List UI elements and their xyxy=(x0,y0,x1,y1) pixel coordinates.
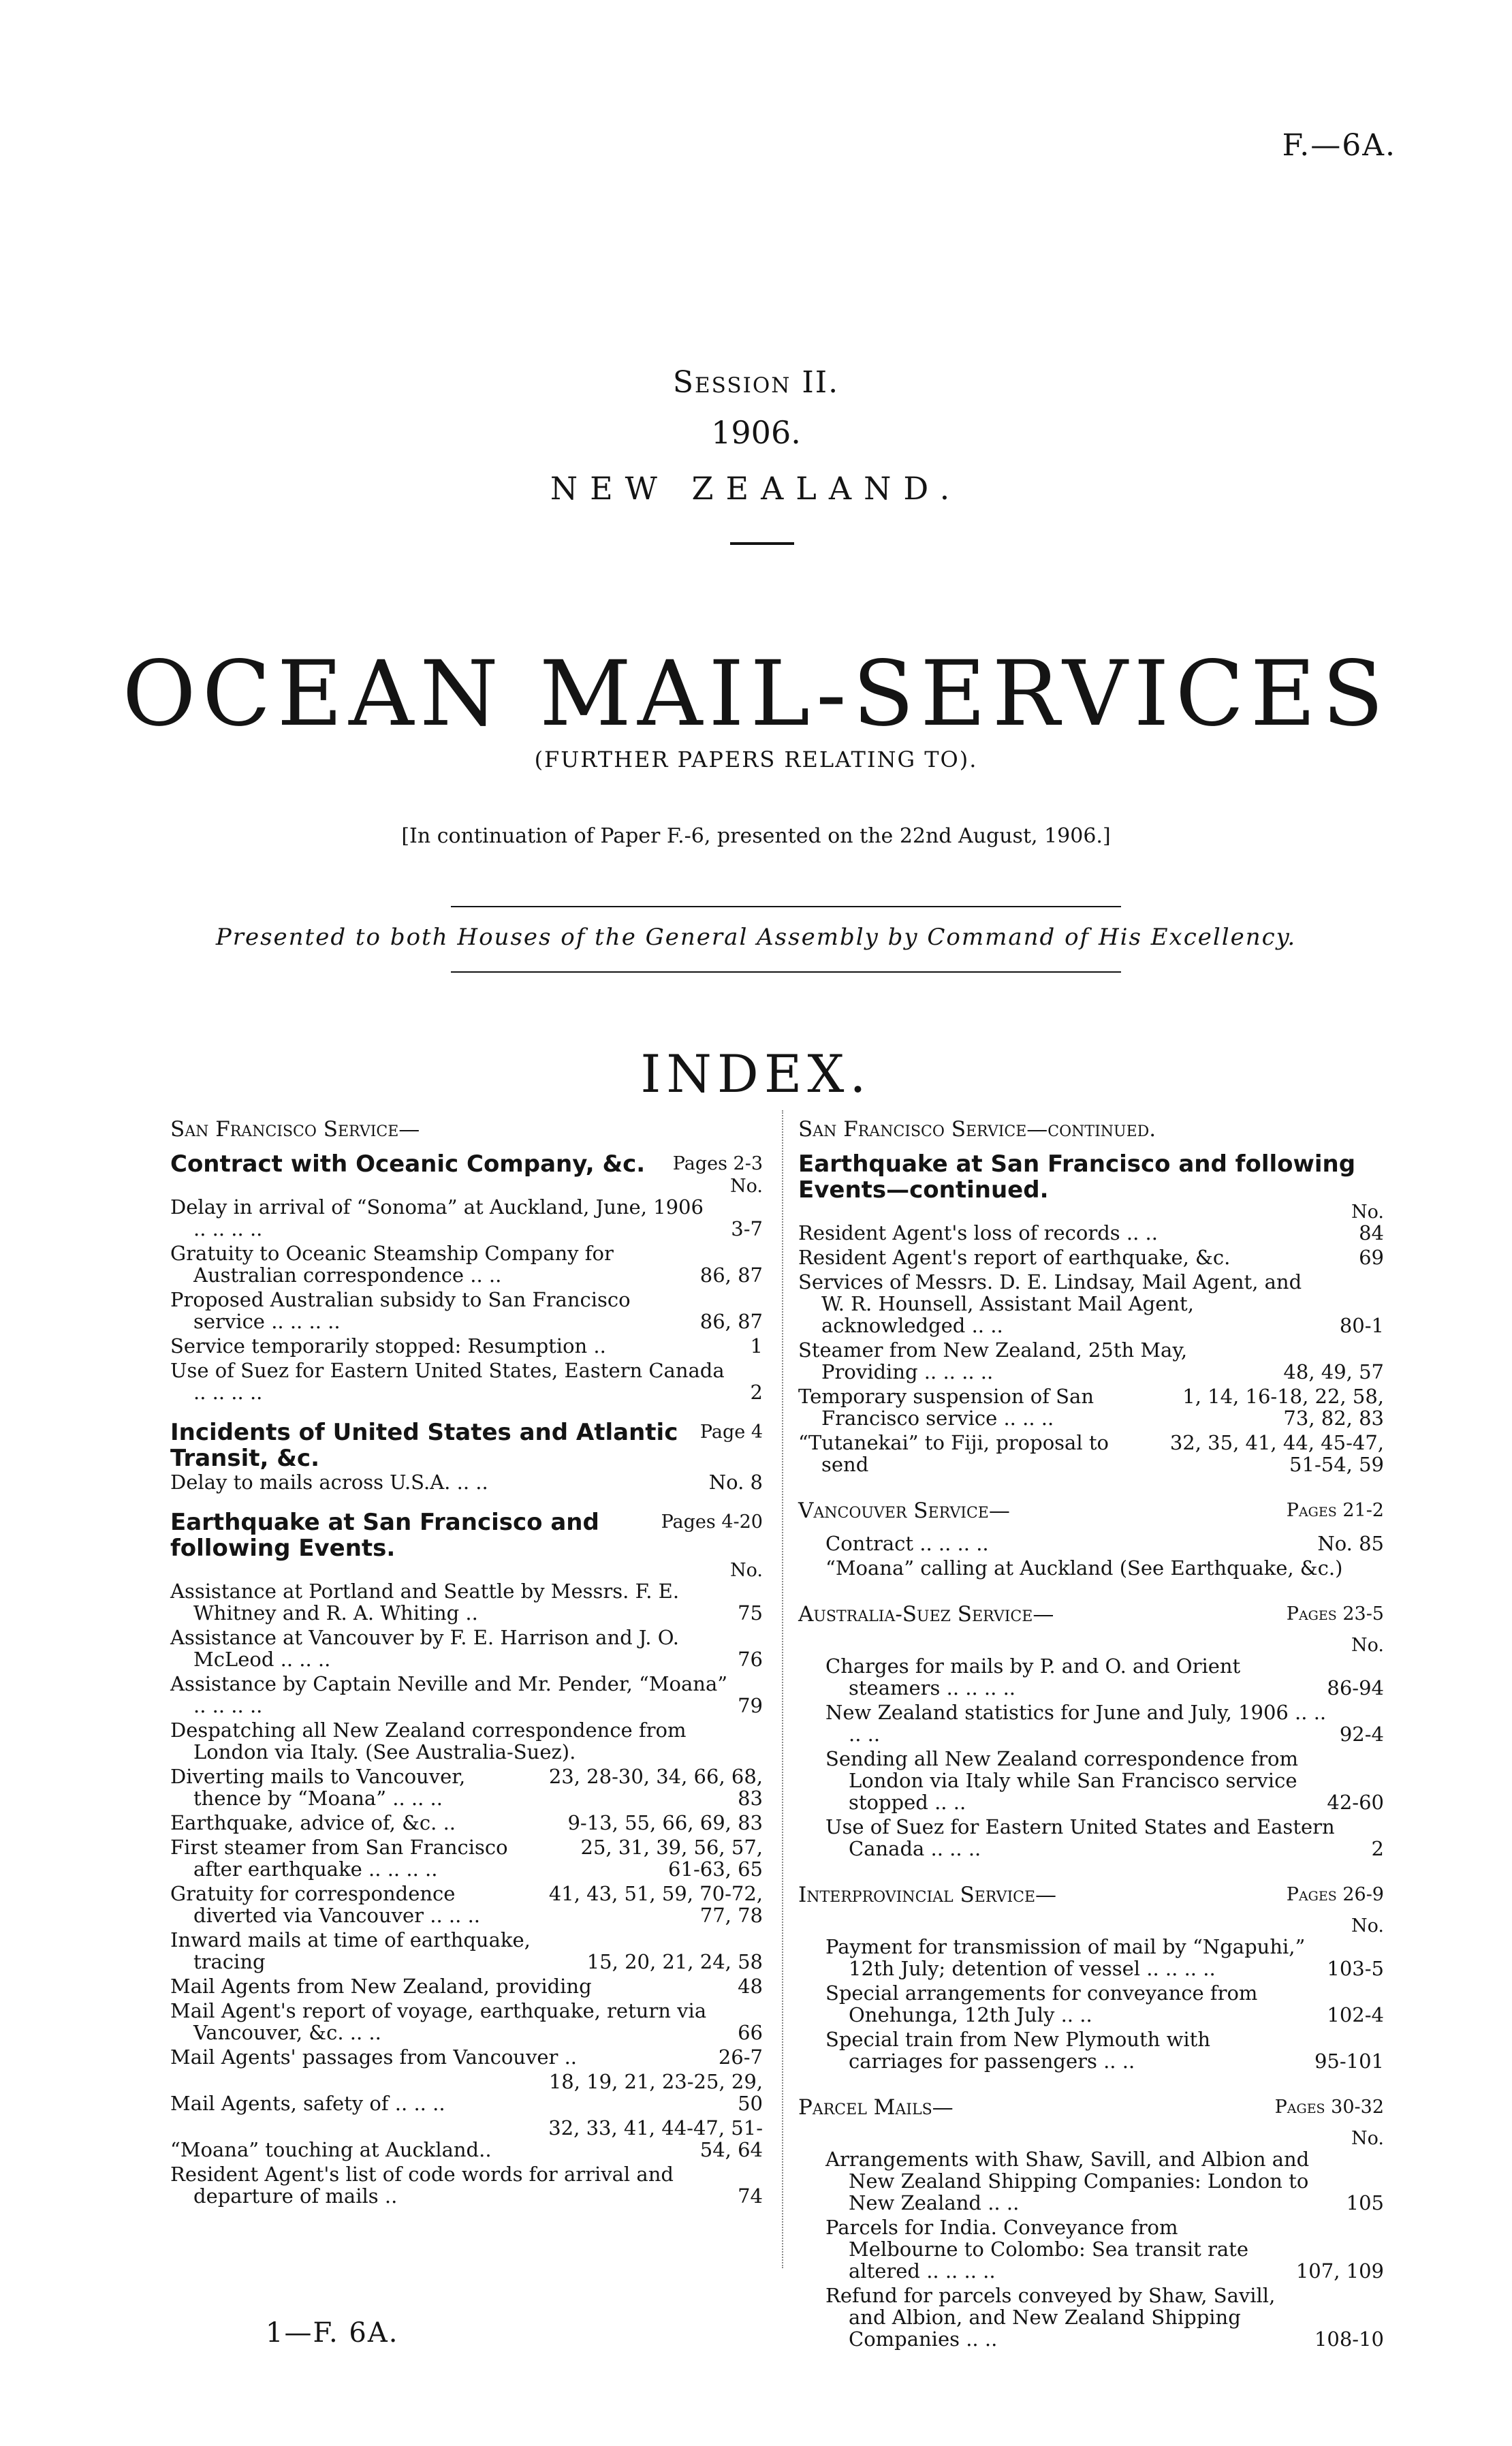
entry-text: Delay to mails across U.S.A. .. .. xyxy=(170,1471,488,1494)
subsection-heading: Earthquake at San Francisco and following Events—continued. xyxy=(798,1150,1356,1204)
paper-reference: F.—6A. xyxy=(1282,128,1396,163)
document-title: OCEAN MAIL-SERVICES xyxy=(122,642,1390,747)
entry-number: 69 xyxy=(1359,1246,1384,1269)
entry-number: 1 xyxy=(750,1334,763,1358)
entry-text: “Moana” touching at Auckland.. xyxy=(170,2138,492,2161)
index-entry xyxy=(170,1812,763,1834)
entry-number: 79 xyxy=(738,1694,763,1717)
number-heading: No. xyxy=(730,1176,763,1197)
entry-number: 84 xyxy=(1359,1221,1384,1244)
index-entry xyxy=(170,1836,763,1880)
entry-text: Sending all New Zealand correspondence from London via Italy while San Francisco service stopped .. .. xyxy=(825,1747,1299,1814)
entry-text: Despatching all New Zealand correspondence from London via Italy. (See Australia-Suez). xyxy=(170,1719,687,1763)
index-entry xyxy=(170,1627,763,1670)
index-entry xyxy=(825,1748,1384,1813)
index-entry xyxy=(170,1242,763,1286)
entry-text: Contract .. .. .. .. xyxy=(825,1532,989,1555)
index-title: INDEX. xyxy=(640,1044,872,1104)
entry-text: Payment for transmission of mail by “Ngapuhi,” 12th July; detention of vessel .. .. .. .. xyxy=(825,1935,1306,1980)
entry-text: Gratuity for correspondence diverted via Vancouver .. .. .. xyxy=(170,1882,481,1927)
entry-list xyxy=(170,1196,763,1403)
index-entry xyxy=(170,2117,763,2161)
entry-text: Charges for mails by P. and O. and Orient steamers .. .. .. .. xyxy=(825,1655,1241,1699)
entry-text: Delay in arrival of “Sonoma” at Auckland, June, 1906 .. .. .. .. xyxy=(170,1195,704,1240)
entry-number: 18, 19, 21, 23-25, 29, 50 xyxy=(548,2070,763,2115)
entry-text: New Zealand statistics for June and July, 1906 .. .. .. .. xyxy=(825,1701,1327,1746)
index-entry xyxy=(825,1936,1384,1979)
entry-text: “Moana” calling at Auckland (See Earthquake, &c.) xyxy=(825,1556,1343,1580)
entry-text: Assistance by Captain Neville and Mr. Pender, “Moana” .. .. .. .. xyxy=(170,1672,728,1717)
subsection-heading xyxy=(170,1509,763,1561)
entry-text: Use of Suez for Eastern United States, Eastern Canada .. .. .. .. xyxy=(170,1359,725,1404)
index-entry xyxy=(170,1929,763,1973)
entry-number: 80-1 xyxy=(1339,1314,1384,1337)
entry-list xyxy=(798,1533,1384,1579)
entry-text: Mail Agents, safety of .. .. .. xyxy=(170,2092,445,2115)
entry-number: 105 xyxy=(1346,2191,1384,2214)
section-pages: Pages 30-32 xyxy=(1274,2097,1384,2118)
year-label: 1906. xyxy=(711,414,801,451)
presented-line: Presented to both Houses of the General Assembly by Command of His Excellency. xyxy=(215,924,1297,951)
entry-text: Diverting mails to Vancouver, thence by “Moana” .. .. .. xyxy=(170,1765,466,1810)
index-entry xyxy=(170,1196,763,1240)
index-entry xyxy=(798,1385,1384,1429)
header-rule xyxy=(730,542,794,545)
section-heading: San Francisco Service— xyxy=(170,1117,420,1142)
index-entry xyxy=(825,1982,1384,2026)
entry-number: 42-60 xyxy=(1327,1791,1384,1814)
index-left-column xyxy=(170,1110,763,2210)
entry-text: Steamer from New Zealand, 25th May, Providing .. .. .. .. xyxy=(798,1338,1188,1383)
index-entry xyxy=(825,1816,1384,1860)
index-entry xyxy=(170,1719,763,1763)
index-entry xyxy=(825,1557,1384,1579)
entry-number: 32, 33, 41, 44-47, 51-54, 64 xyxy=(548,2116,763,2161)
entry-text: Gratuity to Oceanic Steamship Company for Australian correspondence .. .. xyxy=(170,1242,614,1287)
index-entry xyxy=(170,1673,763,1716)
index-entry xyxy=(170,1883,763,1926)
section-title: Australia-Suez Service— xyxy=(798,1602,1054,1627)
document-subtitle: (FURTHER PAPERS RELATING TO). xyxy=(534,747,978,772)
entry-number: 66 xyxy=(738,2021,763,2044)
subsection-title: Incidents of United States and Atlantic Transit, &c. xyxy=(170,1419,678,1472)
section-heading xyxy=(798,1602,1384,1627)
subsection-pages: Pages 2-3 xyxy=(672,1153,763,1174)
entry-text: Assistance at Vancouver by F. E. Harrison and J. O. McLeod .. .. .. xyxy=(170,1626,680,1671)
entry-number: 26-7 xyxy=(718,2045,763,2069)
index-entry xyxy=(170,1289,763,1332)
entry-text: “Tutanekai” to Fiji, proposal to send xyxy=(798,1431,1109,1476)
section-title: Parcel Mails— xyxy=(798,2095,954,2120)
index-entry xyxy=(170,1580,763,1624)
entry-text: Arrangements with Shaw, Savill, and Albion and New Zealand Shipping Companies: London to New Zealand .. .. xyxy=(825,2148,1310,2214)
subsection-heading xyxy=(170,1420,763,1471)
index-entry xyxy=(798,1432,1384,1475)
entry-number: 75 xyxy=(738,1601,763,1625)
entry-text: Earthquake, advice of, &c. .. xyxy=(170,1811,456,1834)
session-label: Session II. xyxy=(672,365,840,400)
entry-text: Refund for parcels conveyed by Shaw, Savill, and Albion, and New Zealand Shipping Companies .. .. xyxy=(825,2284,1276,2351)
section-pages: Pages 21-2 xyxy=(1286,1500,1384,1521)
section-title: Vancouver Service— xyxy=(798,1499,1010,1523)
entry-number: 1, 14, 16-18, 22, 58, 73, 82, 83 xyxy=(1182,1385,1384,1430)
entry-number: 48 xyxy=(738,1975,763,1998)
entry-text: Special arrangements for conveyance from Onehunga, 12th July .. .. xyxy=(825,1981,1258,2026)
number-heading: No. xyxy=(730,1560,763,1581)
country-label: NEW ZEALAND. xyxy=(550,470,962,507)
index-entry xyxy=(170,1471,763,1493)
entry-text: Mail Agent's report of voyage, earthquake, return via Vancouver, &c. .. .. xyxy=(170,1999,707,2044)
entry-list xyxy=(170,1580,763,2207)
page-footer: 1—F. 6A. xyxy=(266,2317,399,2349)
entry-list xyxy=(798,1222,1384,1475)
presented-rule-top xyxy=(451,906,1121,907)
entry-number: 103-5 xyxy=(1327,1957,1384,1980)
index-entry xyxy=(798,1222,1384,1244)
index-entry xyxy=(170,2163,763,2207)
index-entry xyxy=(170,1766,763,1809)
entry-text: Proposed Australian subsidy to San Francisco service .. .. .. .. xyxy=(170,1288,631,1333)
subsection-title: Earthquake at San Francisco and following Events. xyxy=(170,1509,599,1562)
entry-text: Mail Agents' passages from Vancouver .. xyxy=(170,2045,578,2069)
section-pages: Pages 26-9 xyxy=(1286,1884,1384,1905)
index-entry xyxy=(825,2285,1384,2350)
entry-number: 9-13, 55, 66, 69, 83 xyxy=(567,1811,763,1834)
entry-number: 76 xyxy=(738,1648,763,1671)
entry-number: 74 xyxy=(738,2184,763,2208)
index-entry xyxy=(825,1702,1384,1745)
entry-number: 92-4 xyxy=(1339,1723,1384,1746)
entry-text: First steamer from San Francisco after earthquake .. .. .. .. xyxy=(170,1836,508,1881)
entry-text: Service temporarily stopped: Resumption .. xyxy=(170,1334,606,1358)
entry-text: Parcels for India. Conveyance from Melbourne to Colombo: Sea transit rate altered .. .. .. .. xyxy=(825,2216,1248,2283)
index-entry xyxy=(170,1335,763,1357)
entry-text: Inward mails at time of earthquake, tracing xyxy=(170,1928,531,1973)
section-heading xyxy=(798,1883,1384,1907)
entry-text: Resident Agent's loss of records .. .. xyxy=(798,1221,1158,1244)
entry-number: 41, 43, 51, 59, 70-72, 77, 78 xyxy=(548,1882,763,1927)
entry-number: 86, 87 xyxy=(699,1264,763,1287)
subsection-pages: Page 4 xyxy=(699,1422,763,1443)
entry-list xyxy=(170,1471,763,1493)
section-heading xyxy=(798,1499,1384,1523)
index-right-column xyxy=(798,1110,1384,2353)
entry-text: Use of Suez for Eastern United States and Eastern Canada .. .. .. xyxy=(825,1815,1335,1860)
entry-text: Mail Agents from New Zealand, providing xyxy=(170,1975,592,1998)
entry-number: 15, 20, 21, 24, 58 xyxy=(586,1950,763,1973)
index-entry xyxy=(825,2148,1384,2214)
entry-list xyxy=(798,1936,1384,2072)
entry-text: Special train from New Plymouth with carriages for passengers .. .. xyxy=(825,2028,1211,2073)
index-entry xyxy=(825,1655,1384,1699)
entry-text: Resident Agent's report of earthquake, &c. xyxy=(798,1246,1231,1269)
entry-number: 108-10 xyxy=(1314,2327,1384,2351)
entry-list xyxy=(798,2148,1384,2350)
entry-number: 3-7 xyxy=(731,1217,763,1240)
section-heading xyxy=(798,2095,1384,2120)
entry-text: Services of Messrs. D. E. Lindsay, Mail Agent, and W. R. Hounsell, Assistant Mail Agent, acknowledged .. .. xyxy=(798,1270,1302,1337)
index-entry xyxy=(170,2046,763,2068)
section-heading: San Francisco Service—continued. xyxy=(798,1117,1156,1142)
section-title: Interprovincial Service— xyxy=(798,1883,1057,1907)
entry-list xyxy=(798,1655,1384,1860)
entry-number: 102-4 xyxy=(1327,2003,1384,2026)
presented-rule-bottom xyxy=(451,971,1121,973)
index-entry xyxy=(170,1360,763,1403)
index-entry xyxy=(170,1975,763,1997)
subsection-pages: Pages 4-20 xyxy=(661,1511,763,1533)
entry-number: 86-94 xyxy=(1327,1676,1384,1699)
entry-number: 107, 109 xyxy=(1295,2259,1384,2283)
index-entry xyxy=(825,2028,1384,2072)
entry-text: Temporary suspension of San Francisco service .. .. .. xyxy=(798,1385,1094,1430)
column-divider xyxy=(782,1110,783,2268)
entry-number: 86, 87 xyxy=(699,1310,763,1333)
subsection-title: Contract with Oceanic Company, &c. xyxy=(170,1150,646,1178)
index-entry xyxy=(798,1271,1384,1336)
entry-text: Assistance at Portland and Seattle by Messrs. F. E. Whitney and R. A. Whiting .. xyxy=(170,1580,680,1625)
entry-number: No. 8 xyxy=(708,1471,763,1494)
number-heading: No. xyxy=(1351,2128,1384,2149)
number-heading: No. xyxy=(1351,1635,1384,1656)
entry-number: 95-101 xyxy=(1314,2050,1384,2073)
entry-number: 2 xyxy=(750,1381,763,1404)
section-pages: Pages 23-5 xyxy=(1286,1603,1384,1625)
index-entry xyxy=(170,2071,763,2114)
index-entry xyxy=(170,2000,763,2043)
continuation-note: [In continuation of Paper F.-6, presented on the 22nd August, 1906.] xyxy=(401,824,1111,848)
subsection-heading xyxy=(170,1151,763,1177)
entry-number: 2 xyxy=(1371,1837,1384,1860)
entry-number: 48, 49, 57 xyxy=(1283,1360,1384,1383)
number-heading: No. xyxy=(1351,1202,1384,1223)
index-entry xyxy=(798,1246,1384,1268)
entry-number: 32, 35, 41, 44, 45-47, 51-54, 59 xyxy=(1169,1431,1384,1476)
entry-number: 25, 31, 39, 56, 57, 61-63, 65 xyxy=(580,1836,763,1881)
entry-number: No. 85 xyxy=(1317,1532,1384,1555)
index-entry xyxy=(798,1339,1384,1383)
index-entry xyxy=(825,2216,1384,2282)
number-heading: No. xyxy=(1351,1915,1384,1937)
index-entry xyxy=(825,1533,1384,1554)
entry-number: 23, 28-30, 34, 66, 68, 83 xyxy=(548,1765,763,1810)
entry-text: Resident Agent's list of code words for arrival and departure of mails .. xyxy=(170,2163,674,2208)
